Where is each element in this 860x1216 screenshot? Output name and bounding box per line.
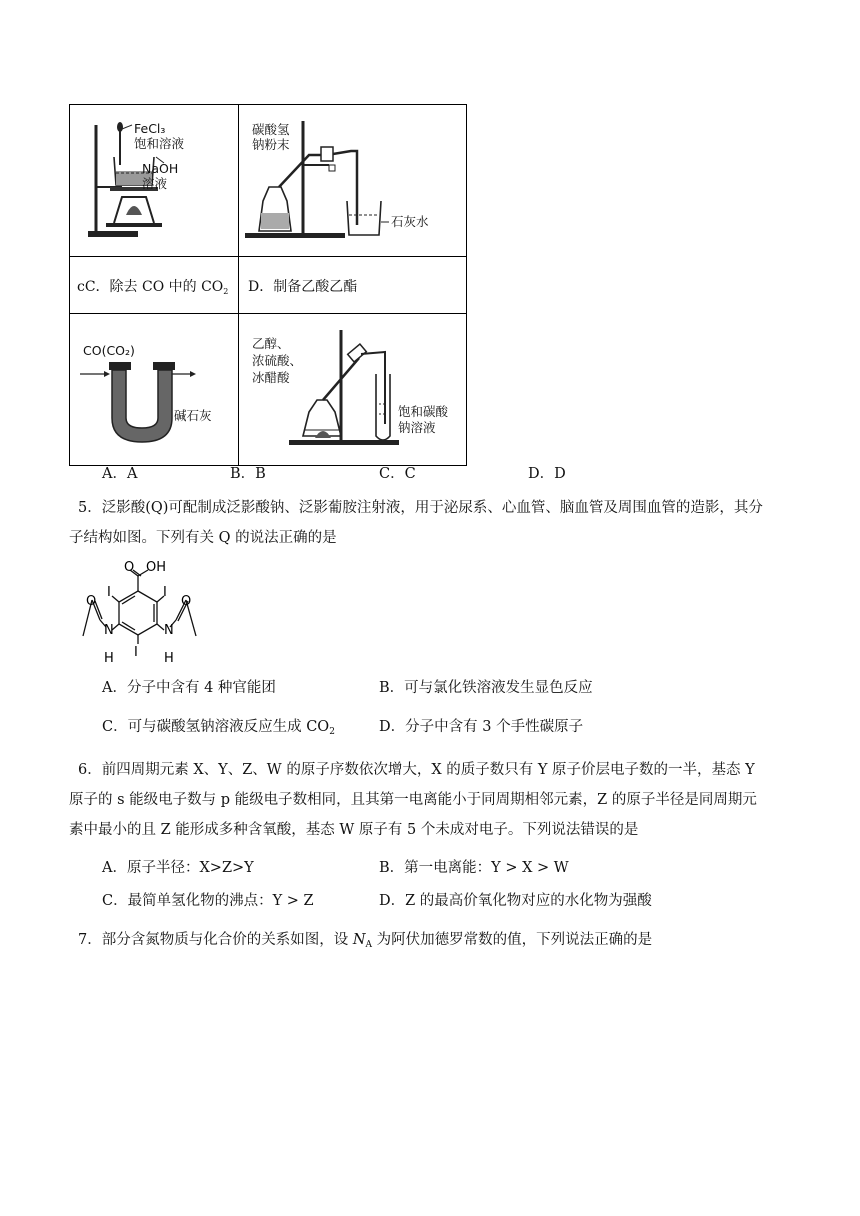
- fecl3-label: FeCl₃: [134, 121, 166, 136]
- sat-na2co3-label-line1: 饱和碳酸: [398, 404, 449, 419]
- q7-stem: 7．部分含氮物质与化合价的关系如图，设 $N_A$ 为阿伏加德罗常数的值，下列说法正确的是: [78, 932, 653, 950]
- q5-option-c: C．可与碳酸氢钠溶液反应生成 $CO_2$: [102, 719, 335, 737]
- solution-label: 溶液: [142, 176, 168, 191]
- structure-label-o-top: O: [124, 560, 135, 575]
- q6-option-a: A．原子半径：X>Z>Y: [102, 860, 254, 876]
- apparatus-ester-cell: [239, 314, 467, 466]
- q5-option-b: B．可与氯化铁溶液发生显色反应: [379, 680, 593, 696]
- q6-option-d: D．Z 的最高价氧化物对应的水化物为强酸: [379, 893, 652, 909]
- q4-option-c: C．C: [379, 466, 416, 482]
- diatrizoic-acid-structure: [76, 558, 216, 670]
- nahco3-label-line1: 碳酸氢: [252, 122, 290, 137]
- apparatus-nahco3-cell: [239, 105, 467, 257]
- q4-option-d: D．D: [528, 466, 566, 482]
- apparatus-ushape-cell: [70, 314, 239, 466]
- q4-option-a: A．A: [102, 466, 138, 482]
- q6-option-c: C．最简单氢化物的沸点：Y > Z: [102, 893, 314, 909]
- soda-lime-label: 碱石灰: [174, 408, 212, 423]
- q5-option-d: D．分子中含有 3 个手性碳原子: [379, 719, 584, 735]
- caption-c: cC．除去 CO 中的 $CO_2$: [77, 279, 229, 296]
- structure-label-o-left: O: [86, 594, 97, 609]
- glacial-acetic-label: 冰醋酸: [252, 370, 290, 385]
- caption-d-cell: [239, 257, 467, 314]
- caption-c-cell: [70, 257, 239, 314]
- q5-stem-line2: 子结构如图。下列有关 Q 的说法正确的是: [69, 530, 337, 546]
- structure-label-h-right: H: [164, 651, 174, 666]
- caption-d: D．制备乙酸乙酯: [248, 279, 358, 295]
- u-tube-soda-lime-diagram: [70, 314, 238, 461]
- sat-na2co3-label-line2: 钠溶液: [398, 420, 436, 435]
- q5-stem-line1: 5．泛影酸(Q)可配制成泛影酸钠、泛影葡胺注射液，用于泌尿系、心血管、脑血管及周围血管的造影，其分: [78, 500, 763, 516]
- structure-label-n-left: N: [104, 623, 114, 638]
- structure-label-n-right: N: [164, 623, 174, 638]
- structure-label-i-bottom: I: [134, 645, 138, 660]
- structure-label-o-right: O: [181, 594, 192, 609]
- q4-option-b: B．B: [230, 466, 266, 482]
- limewater-label: 石灰水: [391, 214, 429, 229]
- nahco3-label-line2: 钠粉末: [252, 137, 290, 152]
- q6-stem-line3: 素中最小的且 Z 能形成多种含氧酸，基态 W 原子有 5 个未成对电子。下列说法错误的是: [69, 822, 639, 838]
- structure-label-i-left: I: [107, 585, 111, 600]
- q5-option-a: A．分子中含有 4 种官能团: [102, 680, 276, 696]
- structure-label-i-right: I: [163, 585, 167, 600]
- apparatus-fecl3-cell: [70, 105, 239, 257]
- saturated-solution-label: 饱和溶液: [134, 136, 185, 151]
- structure-label-oh: OH: [146, 560, 167, 575]
- q6-stem-line1: 6．前四周期元素 X、Y、Z、W 的原子序数依次增大，X 的质子数只有 Y 原子价层电子数的一半，基态 Y: [78, 762, 755, 778]
- naoh-label: NaOH: [142, 161, 179, 176]
- structure-label-h-left: H: [104, 651, 114, 666]
- q6-option-b: B．第一电离能：Y > X > W: [379, 860, 569, 876]
- q6-stem-line2: 原子的 s 能级电子数与 p 能级电子数相同，且其第一电离能小于同周期相邻元素，Z 的原子半径是同周期元: [69, 792, 757, 808]
- conc-sulfuric-label: 浓硫酸、: [252, 353, 303, 368]
- co-co2-label: CO(CO₂): [83, 343, 135, 358]
- ethanol-label: 乙醇、: [252, 336, 290, 351]
- apparatus-table: [69, 104, 467, 466]
